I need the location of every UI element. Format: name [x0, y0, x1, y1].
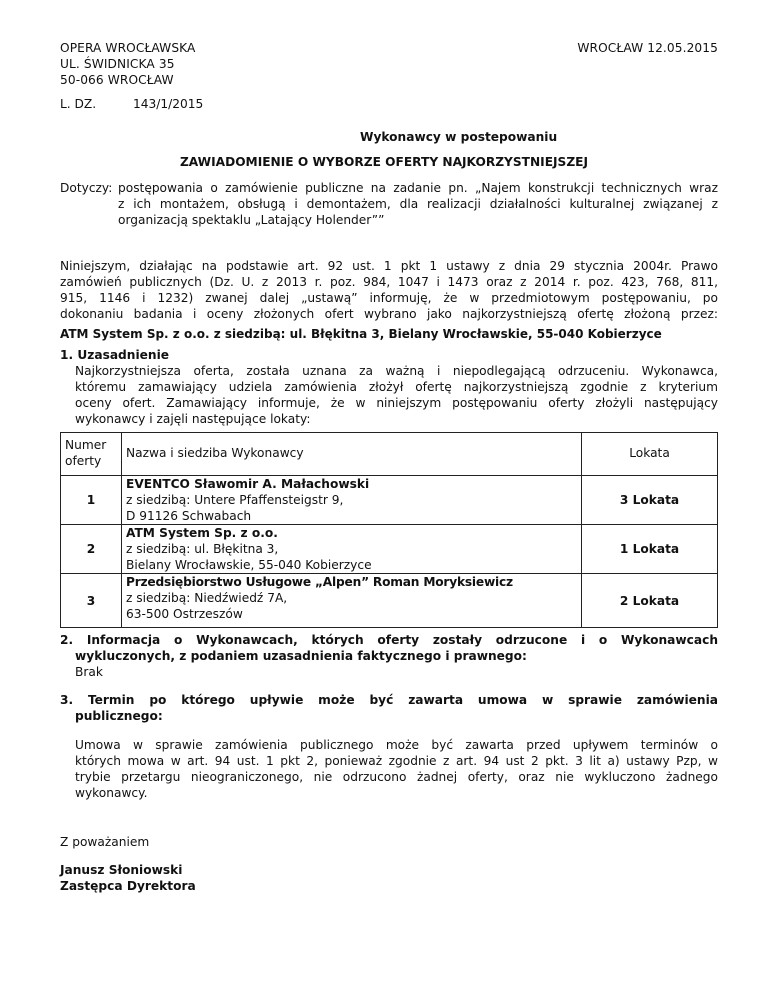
section-2-value: Brak: [75, 665, 103, 679]
addressee: Wykonawcy w postepowaniu: [360, 130, 558, 144]
offer-contractor: [122, 525, 582, 574]
section-1-line: wykonawcy i zajęli następujące lokaty:: [75, 412, 311, 426]
offer-rank: 1 Lokata: [582, 525, 718, 574]
offers-table: [60, 432, 718, 628]
offer-contractor: [122, 574, 582, 628]
header-number: [61, 433, 122, 476]
contractor-name: ATM System Sp. z o.o.: [126, 526, 278, 540]
offer-contractor: [122, 476, 582, 525]
table-row: [61, 525, 718, 574]
subject-line-3: organizacją spektaklu „Latający Holender””: [118, 213, 385, 227]
sender-street: UL. ŚWIDNICKA 35: [60, 57, 175, 71]
offer-rank: 2 Lokata: [582, 574, 718, 628]
header-number-line: oferty: [65, 454, 102, 468]
intro-paragraph: [60, 258, 718, 322]
table-header-row: [61, 433, 718, 476]
intro-line: dokonaniu badania i oceny złożonych ofert wybrano jako najkorzystniejszą ofertę złożoną przez:: [60, 307, 718, 321]
document-title: ZAWIADOMIENIE O WYBORZE OFERTY NAJKORZYSTNIEJSZEJ: [179, 155, 589, 169]
sender-city: 50-066 WROCŁAW: [60, 73, 174, 87]
sender-address: [60, 40, 195, 88]
section-3-heading: 3. Termin po którego upływie może być zawarta umowa w sprawie zamówienia: [60, 693, 718, 707]
sender-name: OPERA WROCŁAWSKA: [60, 41, 196, 55]
signature-name: Janusz Słoniowski: [60, 863, 183, 877]
offer-number: 3: [61, 574, 122, 628]
signature-role: Zastępca Dyrektora: [60, 879, 196, 893]
ref-label: L. DZ.: [60, 97, 97, 111]
contractor-address: z siedzibą: ul. Błękitna 3,: [126, 542, 279, 556]
contractor-address: D 91126 Schwabach: [126, 509, 252, 523]
contractor-name: Przedsiębiorstwo Usługowe „Alpen” Roman Moryksiewicz: [126, 575, 513, 589]
section-2-heading: 2. Informacja o Wykonawcach, których oferty zostały odrzucone i o Wykonawcach: [60, 633, 718, 647]
subject-label: Dotyczy:: [60, 181, 113, 195]
intro-line: 915, 1146 i 1232) zwanej dalej „ustawą” informuję, że w przedmiotowym postępowaniu, po: [60, 291, 718, 305]
table-row: [61, 476, 718, 525]
section-1-line: oceny ofert. Zamawiający informuje, że w niniejszym postępowaniu oferty złożyli następujący: [75, 396, 718, 410]
section-3-line: których mowa w art. 94 ust. 1 pkt 2, ponieważ zgodnie z art. 94 ust 2 pkt. 3 lit a) ustawy Pzp, w: [75, 754, 718, 768]
section-1-body: [75, 363, 718, 427]
section-3-line: wykonawcy.: [75, 786, 148, 800]
contractor-name: EVENTCO Sławomir A. Małachowski: [126, 477, 370, 491]
offer-rank: 3 Lokata: [582, 476, 718, 525]
section-1-line: Najkorzystniejsza oferta, została uznana za ważną i niepodlegającą odrzuceniu. Wykonawca,: [75, 364, 718, 378]
section-3-line: trybie przetargu nieograniczonego, nie odrzucono żadnej oferty, oraz nie wykluczono żadnego: [75, 770, 718, 784]
contractor-address: z siedzibą: Niedźwiedź 7A,: [126, 591, 288, 605]
section-1-heading: 1. Uzasadnienie: [60, 348, 170, 362]
header-number-line: Numer: [65, 438, 107, 452]
table-row: [61, 574, 718, 628]
section-3-line: Umowa w sprawie zamówienia publicznego może być zawarta przed upływem terminów o: [75, 738, 718, 752]
contractor-address: 63-500 Ostrzeszów: [126, 607, 243, 621]
offer-number: 1: [61, 476, 122, 525]
header-name: Nazwa i siedziba Wykonawcy: [122, 433, 582, 476]
section-2-heading-cont: wykluczonych, z podaniem uzasadnienia faktycznego i prawnego:: [75, 649, 527, 663]
ref-number: 143/1/2015: [133, 97, 204, 111]
header-rank: Lokata: [582, 433, 718, 476]
winner-line: ATM System Sp. z o.o. z siedzibą: ul. Błękitna 3, Bielany Wrocławskie, 55-040 Kobierzyce: [60, 327, 662, 341]
subject-line-2: z ich montażem, obsługą i demontażem, dla realizacji działalności kulturalnej związanej z: [118, 197, 718, 211]
intro-line: Niniejszym, działając na podstawie art. 92 ust. 1 pkt 1 ustawy z dnia 29 stycznia 2004r. Prawo: [60, 259, 718, 273]
section-3-body: [75, 737, 718, 801]
section-3-heading-cont: publicznego:: [75, 709, 163, 723]
contractor-address: Bielany Wrocławskie, 55-040 Kobierzyce: [126, 558, 372, 572]
contractor-address: z siedzibą: Untere Pfaffensteigstr 9,: [126, 493, 344, 507]
closing: Z poważaniem: [60, 835, 150, 849]
place-date: WROCŁAW 12.05.2015: [577, 41, 718, 55]
intro-line: zamówień publicznych (Dz. U. z 2013 r. poz. 984, 1047 i 1473 oraz z 2014 r. poz. 423, 768, 811,: [60, 275, 718, 289]
offer-number: 2: [61, 525, 122, 574]
subject-line-1: postępowania o zamówienie publiczne na zadanie pn. „Najem konstrukcji technicznych wraz: [118, 181, 718, 195]
section-1-line: któremu zamawiający udziela zamówienia złożył ofertę najkorzystniejszą zgodnie z kryterium: [75, 380, 718, 394]
